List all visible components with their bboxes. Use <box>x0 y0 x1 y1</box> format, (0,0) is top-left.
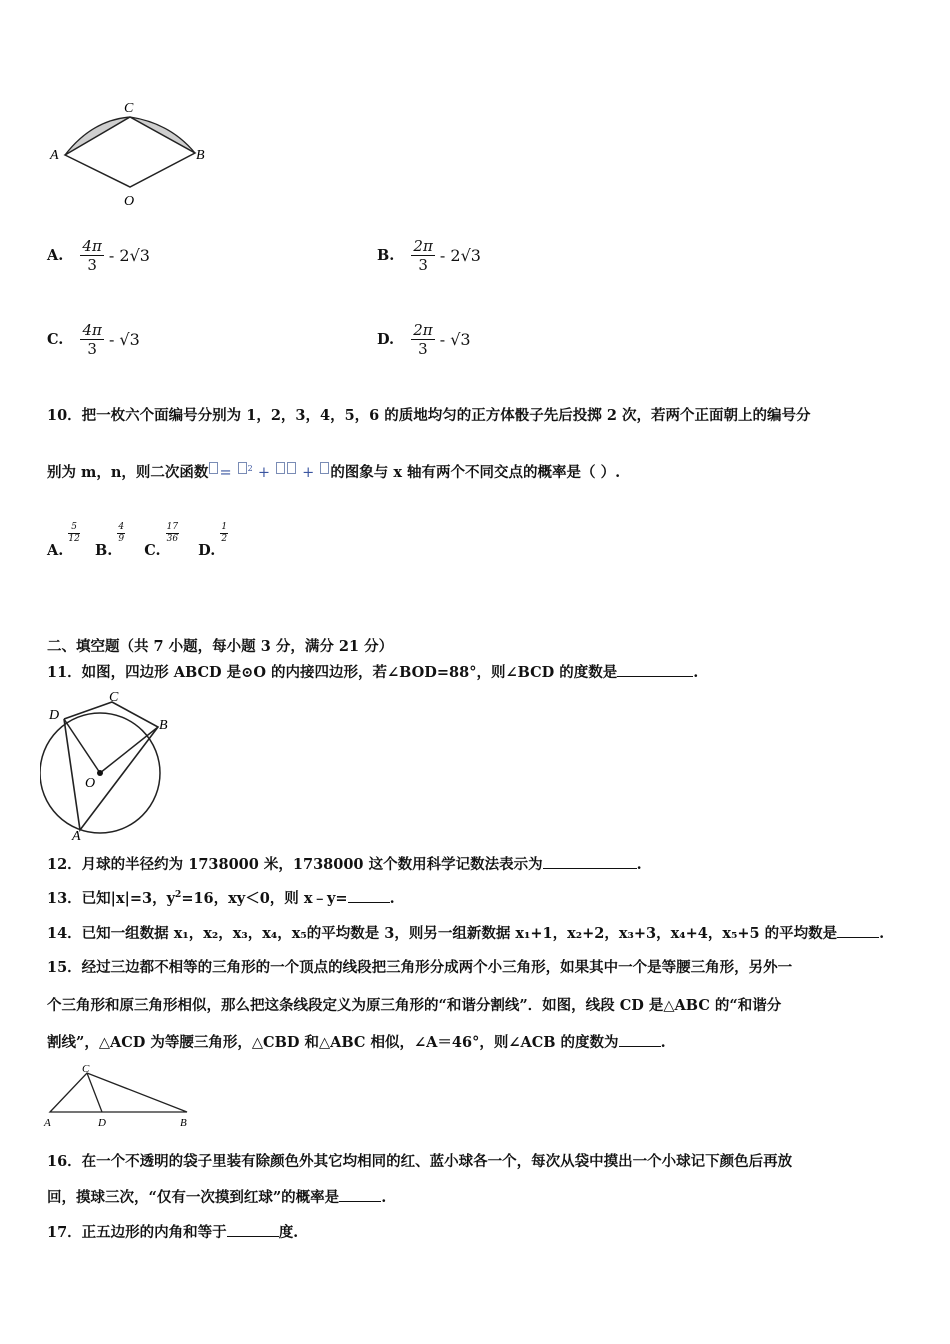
label-d: D <box>49 708 60 723</box>
quad-dcba <box>64 702 158 830</box>
option-fraction: $\frac{5}{12}$ <box>68 522 80 544</box>
q10-line2-b: 的图象与 x 轴有两个不同交点的概率是（ ）. <box>330 464 621 481</box>
q16-end: . <box>381 1189 387 1206</box>
q15-line2: 个三角形和原三角形相似，那么把这条线段定义为原三角形的“和谐分割线”．如图，线段 CD 是△ABC 的“和谐分 <box>47 997 782 1014</box>
q10-option-a[interactable] <box>47 522 85 559</box>
option-letter: D. <box>198 542 216 559</box>
q10-line2 <box>47 461 620 482</box>
q17-text <box>47 1221 298 1242</box>
q13-text <box>47 887 395 908</box>
q9-option-a[interactable] <box>47 237 150 274</box>
q9-option-c[interactable] <box>47 321 140 358</box>
label-o: O <box>124 194 135 209</box>
option-fraction: $\frac{4\pi}{3}$ <box>82 321 102 358</box>
q15-question: 割线”，△ACD 为等腰三角形，△CBD 和△ABC 相似，∠A＝46°，则∠ACB 的度数为 <box>47 1034 619 1051</box>
q10-line1: 10．把一枚六个面编号分别为 1，2，3，4，5，6 的质地均匀的正方体骰子先后投掷 2 次，若两个正面朝上的编号分 <box>47 407 811 424</box>
missing-glyph-icon <box>276 462 285 474</box>
option-tail: - √3 <box>108 330 140 349</box>
option-letter: A. <box>47 542 64 559</box>
q9-option-b[interactable] <box>377 237 481 274</box>
q15-line3 <box>47 1031 666 1052</box>
q11-text <box>47 661 698 682</box>
segment-cd <box>87 1073 102 1112</box>
q9-figure <box>40 95 220 210</box>
q17-question: 17．正五边形的内角和等于 <box>47 1224 227 1241</box>
missing-glyph-icon <box>209 462 218 474</box>
option-letter: A. <box>47 247 64 264</box>
center-dot <box>97 770 103 776</box>
exponent: 2 <box>247 464 253 474</box>
option-fraction: $\frac{1}{2}$ <box>221 522 228 544</box>
label-a: A <box>50 148 59 163</box>
label-b: B <box>159 718 168 733</box>
option-fraction: $\frac{4}{9}$ <box>118 522 125 544</box>
option-tail: - 2√3 <box>439 246 481 265</box>
q14-question: 14．已知一组数据 x₁，x₂，x₃，x₄，x₅的平均数是 3，则另一组新数据 x₁+1，x₂+2，x₃+3，x₄+4，x₅+5 的平均数是 <box>47 925 838 942</box>
q13-question-b: =16，xy＜0，则 x﹣y= <box>181 890 348 907</box>
q12-text <box>47 853 642 874</box>
label-b: B <box>196 148 205 163</box>
q10-option-b[interactable] <box>94 522 130 559</box>
plus-1: + <box>257 465 270 481</box>
answer-blank[interactable] <box>543 854 637 869</box>
q15-line1: 15．经过三边都不相等的三角形的一个顶点的线段把三角形分成两个小三角形，如果其中一个是等腰三角形，另外一 <box>47 959 793 976</box>
option-fraction: $\frac{2\pi}{3}$ <box>413 321 433 358</box>
eq-sign: = <box>219 465 232 481</box>
missing-glyph-icon <box>320 462 329 474</box>
q15-end: . <box>660 1034 666 1051</box>
q16-line1: 16．在一个不透明的袋子里装有除颜色外其它均相同的红、蓝小球各一个，每次从袋中摸出一个小球记下颜色后再放 <box>47 1153 793 1170</box>
label-d: D <box>98 1117 106 1129</box>
option-fraction: $\frac{4\pi}{3}$ <box>82 237 102 274</box>
option-fraction: $\frac{2\pi}{3}$ <box>413 237 433 274</box>
label-c: C <box>82 1063 90 1075</box>
q16-line2 <box>47 1186 386 1207</box>
q12-end: . <box>636 856 642 873</box>
plus-2: + <box>302 465 315 481</box>
q14-end: . <box>879 925 885 942</box>
q12-question: 12．月球的半径约为 1738000 米，1738000 这个数用科学记数法表示为 <box>47 856 543 873</box>
label-c: C <box>109 690 119 705</box>
option-fraction: $\frac{17}{36}$ <box>166 522 179 544</box>
missing-glyph-icon <box>238 462 247 474</box>
triangle-abc <box>50 1073 187 1112</box>
option-letter: C. <box>47 331 64 348</box>
q11-figure <box>40 688 175 840</box>
q10-option-d[interactable] <box>198 522 228 559</box>
exponent: 2 <box>175 890 182 901</box>
option-tail: - 2√3 <box>108 246 150 265</box>
option-letter: B. <box>377 247 395 264</box>
segment-do <box>64 719 100 773</box>
option-letter: B. <box>94 542 113 559</box>
q13-question-a: 13．已知|x|=3，y <box>47 890 176 907</box>
answer-blank[interactable] <box>619 1032 661 1047</box>
q11-question: 11．如图，四边形 ABCD 是⊙O 的内接四边形，若∠BOD=88°，则∠BCD 的度数是 <box>47 664 618 681</box>
label-o: O <box>85 776 96 791</box>
answer-blank[interactable] <box>617 662 693 677</box>
q16-question: 回，摸球三次，“仅有一次摸到红球”的概率是 <box>47 1189 340 1206</box>
q10-line2-a: 别为 m，n，则二次函数 <box>47 464 209 481</box>
q13-end: . <box>389 890 395 907</box>
option-letter: D. <box>377 331 395 348</box>
label-a: A <box>44 1117 51 1129</box>
section-heading: 二、填空题（共 7 小题，每小题 3 分，满分 21 分） <box>47 638 394 655</box>
answer-blank[interactable] <box>339 1187 381 1202</box>
answer-blank[interactable] <box>837 923 879 938</box>
label-a: A <box>72 829 81 840</box>
label-c: C <box>124 101 134 116</box>
q10-option-c[interactable] <box>144 522 184 559</box>
answer-blank[interactable] <box>348 888 390 903</box>
q11-end: . <box>693 664 699 681</box>
quad-acbo <box>65 117 195 187</box>
answer-blank[interactable] <box>227 1222 279 1237</box>
q15-figure <box>42 1060 202 1132</box>
q17-end: 度. <box>278 1224 299 1241</box>
q14-text <box>47 922 884 943</box>
option-letter: C. <box>144 542 161 559</box>
q9-option-d[interactable] <box>377 321 471 358</box>
q10-options <box>47 522 228 559</box>
label-b: B <box>180 1117 187 1129</box>
missing-glyph-icon <box>287 462 296 474</box>
option-tail: - √3 <box>439 330 471 349</box>
